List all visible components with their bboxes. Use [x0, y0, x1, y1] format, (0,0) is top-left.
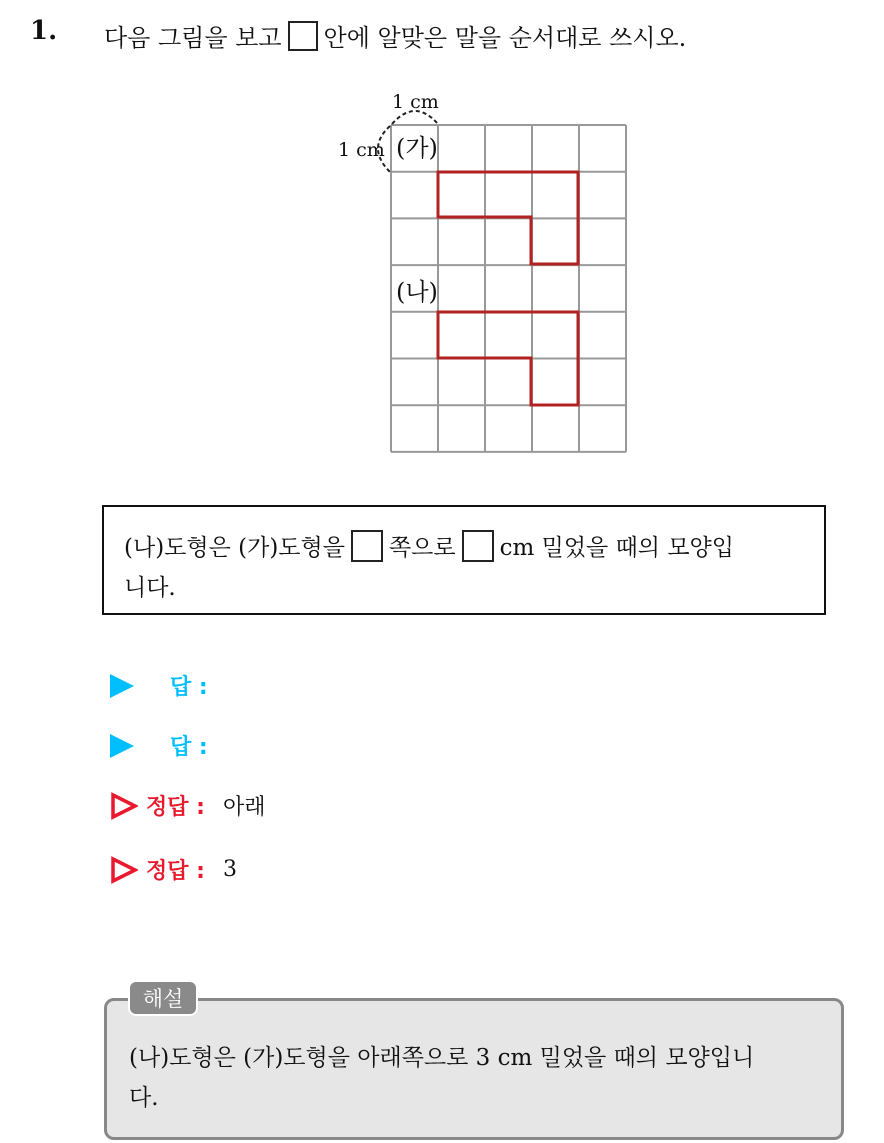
unit-label-left: 1 cm: [338, 139, 385, 161]
correct-value-1: 아래: [222, 795, 266, 820]
blank-box: [288, 21, 318, 51]
question-text-before: 다음 그림을 보고: [104, 24, 282, 52]
answer-row-1: [110, 670, 208, 701]
answer-label-2: 답 :: [170, 735, 208, 760]
answer-label-1: 답 :: [170, 675, 208, 700]
correct-label-2: 정답 :: [146, 859, 205, 884]
correct-row-2: [110, 854, 237, 885]
explanation-tag: 해설: [128, 980, 198, 1016]
statement-box: [102, 505, 826, 615]
question-text-after: 안에 알맞은 말을 순서대로 쓰시오.: [323, 24, 687, 52]
filled-triangle-icon: [110, 674, 134, 698]
statement-part2: 쪽으로: [388, 535, 456, 561]
correct-row-1: [110, 790, 265, 821]
correct-label-1: 정답 :: [146, 795, 205, 820]
outline-triangle-icon: [110, 856, 138, 884]
question-number: 1.: [30, 16, 58, 46]
grid-figure-svg: [330, 88, 640, 458]
explanation-panel: [104, 998, 844, 1140]
label-na: (나): [396, 278, 438, 306]
blank-box-distance: [462, 530, 494, 562]
statement-line-2: 니다.: [124, 575, 176, 601]
correct-value-2: 3: [222, 857, 237, 882]
label-ga: (가): [396, 134, 438, 162]
statement-part1: (나)도형은 (가)도형을: [124, 535, 345, 561]
outline-triangle-icon: [110, 792, 138, 820]
blank-box-direction: [351, 530, 383, 562]
question-text: [104, 18, 686, 53]
explanation-line-2: 다.: [129, 1085, 159, 1111]
unit-label-top: 1 cm: [392, 91, 439, 113]
filled-triangle-icon: [110, 734, 134, 758]
statement-line-1: [124, 529, 734, 562]
grid-figure: [330, 88, 640, 462]
explanation-line-1: (나)도형은 (가)도형을 아래쪽으로 3 cm 밀었을 때의 모양입니: [129, 1045, 755, 1071]
statement-part3: cm 밀었을 때의 모양입: [499, 535, 734, 561]
answer-row-2: [110, 730, 208, 761]
